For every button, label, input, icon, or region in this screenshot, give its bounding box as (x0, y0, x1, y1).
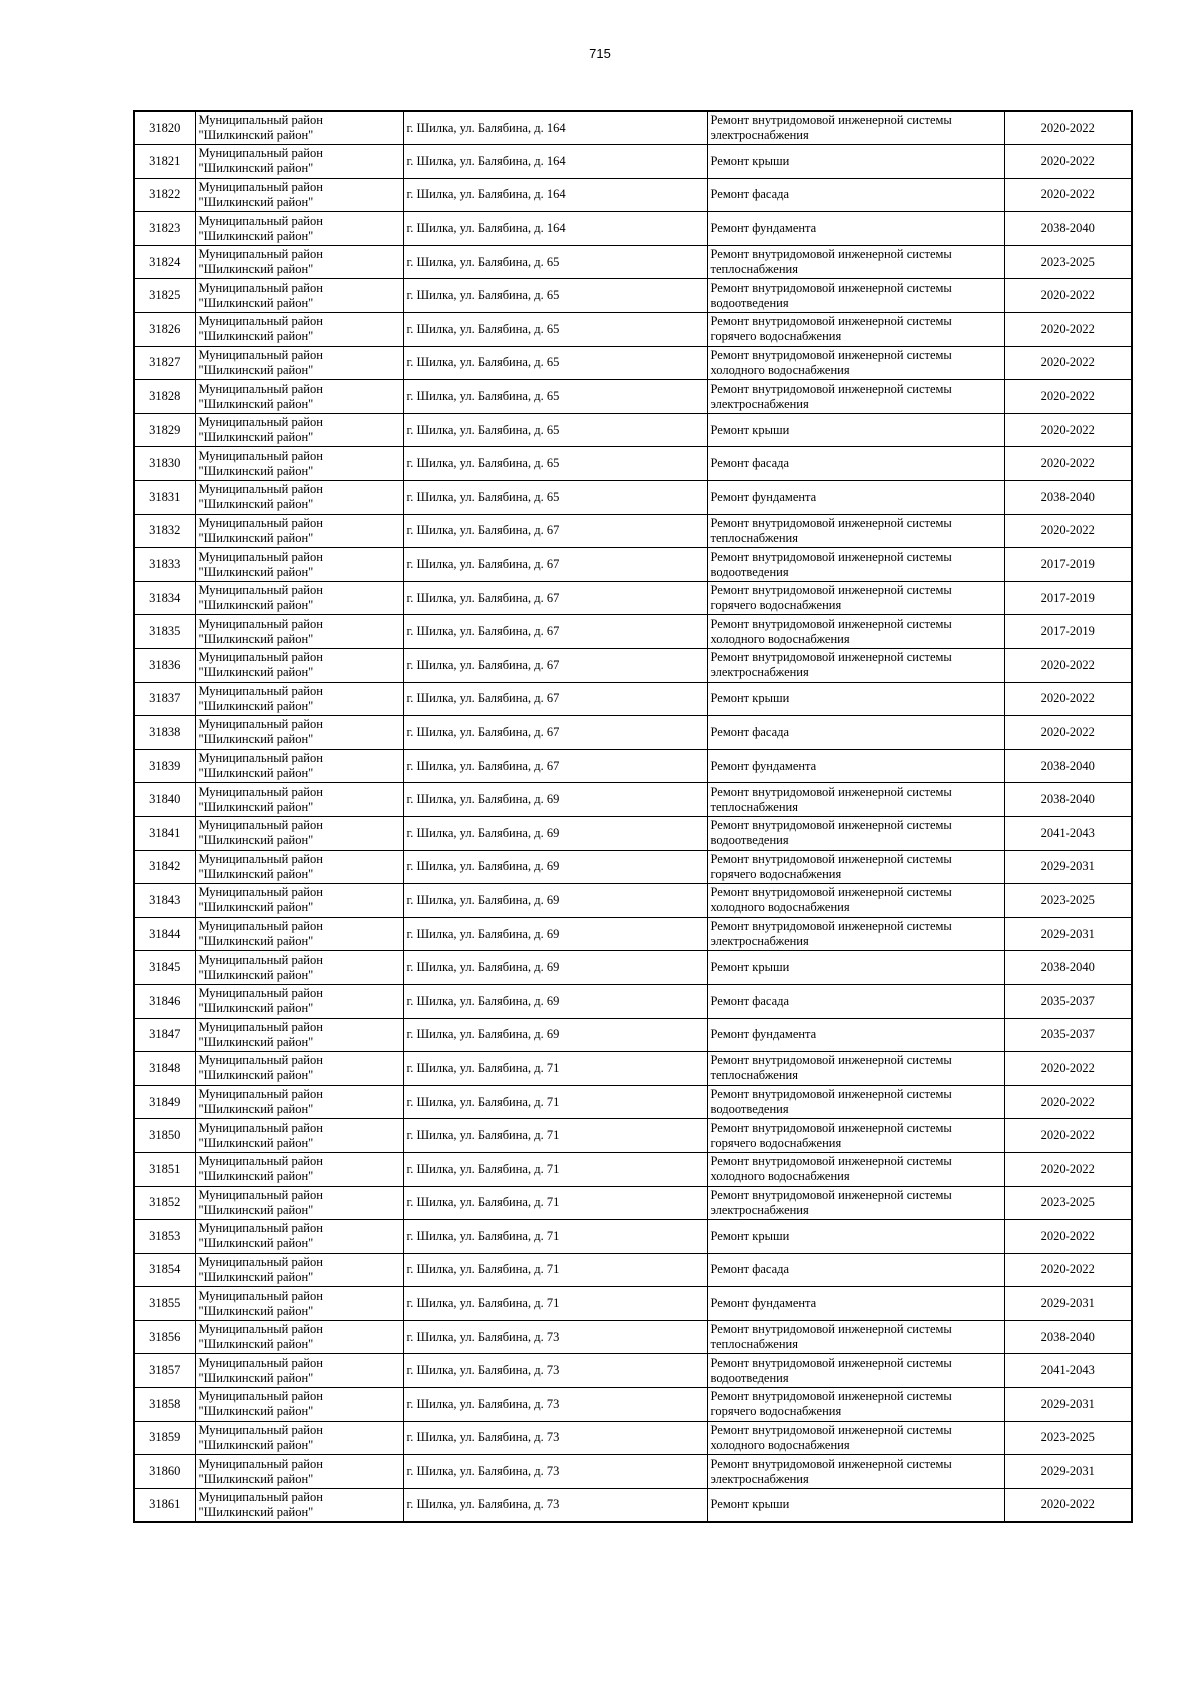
work-type-cell: Ремонт фундамента (707, 1018, 1004, 1052)
period-cell: 2020-2022 (1004, 1052, 1132, 1086)
municipality-cell: Муниципальный район "Шилкинский район" (195, 413, 403, 447)
address-cell: г. Шилка, ул. Балябина, д. 73 (403, 1320, 707, 1354)
row-number-cell: 31861 (134, 1488, 195, 1522)
table-row (134, 514, 1132, 548)
table-row (134, 716, 1132, 750)
address-cell: г. Шилка, ул. Балябина, д. 67 (403, 514, 707, 548)
period-cell: 2023-2025 (1004, 1186, 1132, 1220)
address-cell: г. Шилка, ул. Балябина, д. 69 (403, 783, 707, 817)
table-row (134, 1152, 1132, 1186)
table-row (134, 1052, 1132, 1086)
municipality-cell: Муниципальный район "Шилкинский район" (195, 481, 403, 515)
period-cell: 2017-2019 (1004, 615, 1132, 649)
row-number-cell: 31831 (134, 481, 195, 515)
period-cell: 2017-2019 (1004, 548, 1132, 582)
work-type-cell: Ремонт внутридомовой инженерной системы теплоснабжения (707, 783, 1004, 817)
work-type-cell: Ремонт внутридомовой инженерной системы водоотведения (707, 548, 1004, 582)
row-number-cell: 31853 (134, 1220, 195, 1254)
row-number-cell: 31847 (134, 1018, 195, 1052)
work-type-cell: Ремонт внутридомовой инженерной системы горячего водоснабжения (707, 850, 1004, 884)
work-type-cell: Ремонт внутридомовой инженерной системы электроснабжения (707, 917, 1004, 951)
row-number-cell: 31844 (134, 917, 195, 951)
table-row (134, 548, 1132, 582)
table-row (134, 749, 1132, 783)
period-cell: 2020-2022 (1004, 1220, 1132, 1254)
row-number-cell: 31834 (134, 581, 195, 615)
work-type-cell: Ремонт внутридомовой инженерной системы водоотведения (707, 1085, 1004, 1119)
row-number-cell: 31836 (134, 649, 195, 683)
period-cell: 2035-2037 (1004, 984, 1132, 1018)
municipality-cell: Муниципальный район "Шилкинский район" (195, 1085, 403, 1119)
work-type-cell: Ремонт фасада (707, 447, 1004, 481)
work-type-cell: Ремонт фундамента (707, 1287, 1004, 1321)
table-row (134, 783, 1132, 817)
work-type-cell: Ремонт внутридомовой инженерной системы теплоснабжения (707, 514, 1004, 548)
period-cell: 2023-2025 (1004, 245, 1132, 279)
municipality-cell: Муниципальный район "Шилкинский район" (195, 111, 403, 145)
table-row (134, 145, 1132, 179)
table-row (134, 413, 1132, 447)
row-number-cell: 31824 (134, 245, 195, 279)
row-number-cell: 31848 (134, 1052, 195, 1086)
period-cell: 2020-2022 (1004, 447, 1132, 481)
work-type-cell: Ремонт фундамента (707, 749, 1004, 783)
work-type-cell: Ремонт внутридомовой инженерной системы теплоснабжения (707, 1052, 1004, 1086)
work-type-cell: Ремонт крыши (707, 951, 1004, 985)
municipality-cell: Муниципальный район "Шилкинский район" (195, 1388, 403, 1422)
work-type-cell: Ремонт внутридомовой инженерной системы холодного водоснабжения (707, 1152, 1004, 1186)
table-row (134, 279, 1132, 313)
municipality-cell: Муниципальный район "Шилкинский район" (195, 1119, 403, 1153)
registry-table (133, 110, 1133, 1523)
address-cell: г. Шилка, ул. Балябина, д. 65 (403, 380, 707, 414)
work-type-cell: Ремонт фундамента (707, 212, 1004, 246)
row-number-cell: 31842 (134, 850, 195, 884)
table-row (134, 212, 1132, 246)
address-cell: г. Шилка, ул. Балябина, д. 69 (403, 917, 707, 951)
table-row (134, 682, 1132, 716)
municipality-cell: Муниципальный район "Шилкинский район" (195, 1018, 403, 1052)
municipality-cell: Муниципальный район "Шилкинский район" (195, 548, 403, 582)
row-number-cell: 31822 (134, 178, 195, 212)
municipality-cell: Муниципальный район "Шилкинский район" (195, 1354, 403, 1388)
work-type-cell: Ремонт внутридомовой инженерной системы водоотведения (707, 816, 1004, 850)
municipality-cell: Муниципальный район "Шилкинский район" (195, 1320, 403, 1354)
municipality-cell: Муниципальный район "Шилкинский район" (195, 447, 403, 481)
table-row (134, 649, 1132, 683)
work-type-cell: Ремонт внутридомовой инженерной системы горячего водоснабжения (707, 1119, 1004, 1153)
work-type-cell: Ремонт фасада (707, 716, 1004, 750)
table-row (134, 917, 1132, 951)
period-cell: 2029-2031 (1004, 917, 1132, 951)
work-type-cell: Ремонт внутридомовой инженерной системы холодного водоснабжения (707, 884, 1004, 918)
table-row (134, 346, 1132, 380)
row-number-cell: 31825 (134, 279, 195, 313)
municipality-cell: Муниципальный район "Шилкинский район" (195, 749, 403, 783)
row-number-cell: 31826 (134, 313, 195, 347)
municipality-cell: Муниципальный район "Шилкинский район" (195, 1152, 403, 1186)
work-type-cell: Ремонт внутридомовой инженерной системы горячего водоснабжения (707, 1388, 1004, 1422)
work-type-cell: Ремонт фасада (707, 1253, 1004, 1287)
row-number-cell: 31850 (134, 1119, 195, 1153)
table-row (134, 111, 1132, 145)
table-row (134, 1354, 1132, 1388)
address-cell: г. Шилка, ул. Балябина, д. 71 (403, 1287, 707, 1321)
work-type-cell: Ремонт внутридомовой инженерной системы электроснабжения (707, 1455, 1004, 1489)
address-cell: г. Шилка, ул. Балябина, д. 67 (403, 682, 707, 716)
table-row (134, 1455, 1132, 1489)
address-cell: г. Шилка, ул. Балябина, д. 71 (403, 1119, 707, 1153)
municipality-cell: Муниципальный район "Шилкинский район" (195, 245, 403, 279)
address-cell: г. Шилка, ул. Балябина, д. 69 (403, 1018, 707, 1052)
work-type-cell: Ремонт фундамента (707, 481, 1004, 515)
table-row (134, 1119, 1132, 1153)
row-number-cell: 31849 (134, 1085, 195, 1119)
municipality-cell: Муниципальный район "Шилкинский район" (195, 884, 403, 918)
row-number-cell: 31828 (134, 380, 195, 414)
municipality-cell: Муниципальный район "Шилкинский район" (195, 212, 403, 246)
table-row (134, 951, 1132, 985)
period-cell: 2020-2022 (1004, 145, 1132, 179)
table-row (134, 1085, 1132, 1119)
work-type-cell: Ремонт внутридомовой инженерной системы электроснабжения (707, 380, 1004, 414)
row-number-cell: 31854 (134, 1253, 195, 1287)
table-row (134, 178, 1132, 212)
municipality-cell: Муниципальный район "Шилкинский район" (195, 951, 403, 985)
table-row (134, 615, 1132, 649)
row-number-cell: 31840 (134, 783, 195, 817)
row-number-cell: 31821 (134, 145, 195, 179)
row-number-cell: 31860 (134, 1455, 195, 1489)
table-row (134, 884, 1132, 918)
address-cell: г. Шилка, ул. Балябина, д. 67 (403, 581, 707, 615)
period-cell: 2020-2022 (1004, 649, 1132, 683)
table-row (134, 447, 1132, 481)
table-row (134, 1287, 1132, 1321)
municipality-cell: Муниципальный район "Шилкинский район" (195, 783, 403, 817)
table-row (134, 816, 1132, 850)
municipality-cell: Муниципальный район "Шилкинский район" (195, 850, 403, 884)
work-type-cell: Ремонт внутридомовой инженерной системы горячего водоснабжения (707, 581, 1004, 615)
work-type-cell: Ремонт внутридомовой инженерной системы горячего водоснабжения (707, 313, 1004, 347)
period-cell: 2029-2031 (1004, 1388, 1132, 1422)
municipality-cell: Муниципальный район "Шилкинский район" (195, 1287, 403, 1321)
work-type-cell: Ремонт внутридомовой инженерной системы теплоснабжения (707, 245, 1004, 279)
table-row (134, 1388, 1132, 1422)
period-cell: 2023-2025 (1004, 1421, 1132, 1455)
period-cell: 2020-2022 (1004, 514, 1132, 548)
work-type-cell: Ремонт внутридомовой инженерной системы электроснабжения (707, 1186, 1004, 1220)
row-number-cell: 31841 (134, 816, 195, 850)
address-cell: г. Шилка, ул. Балябина, д. 67 (403, 649, 707, 683)
table-row (134, 1421, 1132, 1455)
municipality-cell: Муниципальный район "Шилкинский район" (195, 816, 403, 850)
table-row (134, 984, 1132, 1018)
work-type-cell: Ремонт внутридомовой инженерной системы холодного водоснабжения (707, 346, 1004, 380)
row-number-cell: 31838 (134, 716, 195, 750)
address-cell: г. Шилка, ул. Балябина, д. 164 (403, 145, 707, 179)
address-cell: г. Шилка, ул. Балябина, д. 67 (403, 749, 707, 783)
municipality-cell: Муниципальный район "Шилкинский район" (195, 279, 403, 313)
work-type-cell: Ремонт крыши (707, 1488, 1004, 1522)
period-cell: 2020-2022 (1004, 1488, 1132, 1522)
row-number-cell: 31852 (134, 1186, 195, 1220)
municipality-cell: Муниципальный район "Шилкинский район" (195, 178, 403, 212)
row-number-cell: 31855 (134, 1287, 195, 1321)
row-number-cell: 31835 (134, 615, 195, 649)
address-cell: г. Шилка, ул. Балябина, д. 65 (403, 313, 707, 347)
work-type-cell: Ремонт внутридомовой инженерной системы холодного водоснабжения (707, 1421, 1004, 1455)
registry-body (134, 111, 1132, 1522)
table-row (134, 1253, 1132, 1287)
municipality-cell: Муниципальный район "Шилкинский район" (195, 682, 403, 716)
address-cell: г. Шилка, ул. Балябина, д. 71 (403, 1152, 707, 1186)
row-number-cell: 31846 (134, 984, 195, 1018)
address-cell: г. Шилка, ул. Балябина, д. 164 (403, 111, 707, 145)
work-type-cell: Ремонт крыши (707, 682, 1004, 716)
municipality-cell: Муниципальный район "Шилкинский район" (195, 313, 403, 347)
table-row (134, 1186, 1132, 1220)
address-cell: г. Шилка, ул. Балябина, д. 73 (403, 1421, 707, 1455)
row-number-cell: 31858 (134, 1388, 195, 1422)
period-cell: 2020-2022 (1004, 346, 1132, 380)
period-cell: 2020-2022 (1004, 1253, 1132, 1287)
address-cell: г. Шилка, ул. Балябина, д. 67 (403, 615, 707, 649)
address-cell: г. Шилка, ул. Балябина, д. 164 (403, 178, 707, 212)
row-number-cell: 31833 (134, 548, 195, 582)
municipality-cell: Муниципальный район "Шилкинский район" (195, 984, 403, 1018)
address-cell: г. Шилка, ул. Балябина, д. 71 (403, 1186, 707, 1220)
table-row (134, 481, 1132, 515)
address-cell: г. Шилка, ул. Балябина, д. 73 (403, 1388, 707, 1422)
table-row (134, 313, 1132, 347)
address-cell: г. Шилка, ул. Балябина, д. 69 (403, 816, 707, 850)
municipality-cell: Муниципальный район "Шилкинский район" (195, 145, 403, 179)
row-number-cell: 31837 (134, 682, 195, 716)
municipality-cell: Муниципальный район "Шилкинский район" (195, 1488, 403, 1522)
address-cell: г. Шилка, ул. Балябина, д. 73 (403, 1455, 707, 1489)
address-cell: г. Шилка, ул. Балябина, д. 71 (403, 1085, 707, 1119)
period-cell: 2041-2043 (1004, 816, 1132, 850)
municipality-cell: Муниципальный район "Шилкинский район" (195, 716, 403, 750)
municipality-cell: Муниципальный район "Шилкинский район" (195, 1052, 403, 1086)
period-cell: 2020-2022 (1004, 380, 1132, 414)
period-cell: 2038-2040 (1004, 1320, 1132, 1354)
period-cell: 2020-2022 (1004, 1085, 1132, 1119)
table-row (134, 1320, 1132, 1354)
address-cell: г. Шилка, ул. Балябина, д. 73 (403, 1354, 707, 1388)
period-cell: 2020-2022 (1004, 413, 1132, 447)
period-cell: 2020-2022 (1004, 682, 1132, 716)
address-cell: г. Шилка, ул. Балябина, д. 71 (403, 1253, 707, 1287)
work-type-cell: Ремонт крыши (707, 145, 1004, 179)
period-cell: 2029-2031 (1004, 1455, 1132, 1489)
address-cell: г. Шилка, ул. Балябина, д. 65 (403, 245, 707, 279)
work-type-cell: Ремонт внутридомовой инженерной системы холодного водоснабжения (707, 615, 1004, 649)
municipality-cell: Муниципальный район "Шилкинский район" (195, 615, 403, 649)
period-cell: 2029-2031 (1004, 1287, 1132, 1321)
work-type-cell: Ремонт фасада (707, 178, 1004, 212)
row-number-cell: 31830 (134, 447, 195, 481)
municipality-cell: Муниципальный район "Шилкинский район" (195, 346, 403, 380)
period-cell: 2035-2037 (1004, 1018, 1132, 1052)
page-number: 715 (589, 46, 611, 61)
municipality-cell: Муниципальный район "Шилкинский район" (195, 1253, 403, 1287)
address-cell: г. Шилка, ул. Балябина, д. 71 (403, 1052, 707, 1086)
period-cell: 2038-2040 (1004, 783, 1132, 817)
row-number-cell: 31851 (134, 1152, 195, 1186)
municipality-cell: Муниципальный район "Шилкинский район" (195, 1186, 403, 1220)
period-cell: 2020-2022 (1004, 313, 1132, 347)
row-number-cell: 31827 (134, 346, 195, 380)
municipality-cell: Муниципальный район "Шилкинский район" (195, 1455, 403, 1489)
work-type-cell: Ремонт крыши (707, 1220, 1004, 1254)
table-row (134, 1488, 1132, 1522)
address-cell: г. Шилка, ул. Балябина, д. 69 (403, 884, 707, 918)
period-cell: 2029-2031 (1004, 850, 1132, 884)
row-number-cell: 31839 (134, 749, 195, 783)
address-cell: г. Шилка, ул. Балябина, д. 71 (403, 1220, 707, 1254)
address-cell: г. Шилка, ул. Балябина, д. 67 (403, 716, 707, 750)
period-cell: 2020-2022 (1004, 716, 1132, 750)
work-type-cell: Ремонт крыши (707, 413, 1004, 447)
work-type-cell: Ремонт фасада (707, 984, 1004, 1018)
period-cell: 2023-2025 (1004, 884, 1132, 918)
period-cell: 2020-2022 (1004, 111, 1132, 145)
work-type-cell: Ремонт внутридомовой инженерной системы водоотведения (707, 1354, 1004, 1388)
table-row (134, 850, 1132, 884)
period-cell: 2017-2019 (1004, 581, 1132, 615)
row-number-cell: 31859 (134, 1421, 195, 1455)
period-cell: 2041-2043 (1004, 1354, 1132, 1388)
address-cell: г. Шилка, ул. Балябина, д. 65 (403, 346, 707, 380)
period-cell: 2038-2040 (1004, 481, 1132, 515)
address-cell: г. Шилка, ул. Балябина, д. 164 (403, 212, 707, 246)
row-number-cell: 31845 (134, 951, 195, 985)
work-type-cell: Ремонт внутридомовой инженерной системы теплоснабжения (707, 1320, 1004, 1354)
municipality-cell: Муниципальный район "Шилкинский район" (195, 1220, 403, 1254)
period-cell: 2020-2022 (1004, 178, 1132, 212)
municipality-cell: Муниципальный район "Шилкинский район" (195, 917, 403, 951)
row-number-cell: 31820 (134, 111, 195, 145)
municipality-cell: Муниципальный район "Шилкинский район" (195, 649, 403, 683)
address-cell: г. Шилка, ул. Балябина, д. 65 (403, 447, 707, 481)
period-cell: 2020-2022 (1004, 279, 1132, 313)
period-cell: 2020-2022 (1004, 1119, 1132, 1153)
row-number-cell: 31857 (134, 1354, 195, 1388)
address-cell: г. Шилка, ул. Балябина, д. 65 (403, 413, 707, 447)
table-row (134, 1018, 1132, 1052)
work-type-cell: Ремонт внутридомовой инженерной системы электроснабжения (707, 649, 1004, 683)
municipality-cell: Муниципальный район "Шилкинский район" (195, 581, 403, 615)
table-row (134, 380, 1132, 414)
address-cell: г. Шилка, ул. Балябина, д. 69 (403, 984, 707, 1018)
municipality-cell: Муниципальный район "Шилкинский район" (195, 514, 403, 548)
municipality-cell: Муниципальный район "Шилкинский район" (195, 1421, 403, 1455)
address-cell: г. Шилка, ул. Балябина, д. 69 (403, 850, 707, 884)
address-cell: г. Шилка, ул. Балябина, д. 65 (403, 279, 707, 313)
work-type-cell: Ремонт внутридомовой инженерной системы электроснабжения (707, 111, 1004, 145)
address-cell: г. Шилка, ул. Балябина, д. 65 (403, 481, 707, 515)
table-row (134, 245, 1132, 279)
municipality-cell: Муниципальный район "Шилкинский район" (195, 380, 403, 414)
row-number-cell: 31823 (134, 212, 195, 246)
period-cell: 2020-2022 (1004, 1152, 1132, 1186)
period-cell: 2038-2040 (1004, 951, 1132, 985)
address-cell: г. Шилка, ул. Балябина, д. 67 (403, 548, 707, 582)
period-cell: 2038-2040 (1004, 212, 1132, 246)
work-type-cell: Ремонт внутридомовой инженерной системы водоотведения (707, 279, 1004, 313)
row-number-cell: 31856 (134, 1320, 195, 1354)
row-number-cell: 31843 (134, 884, 195, 918)
table-row (134, 1220, 1132, 1254)
row-number-cell: 31829 (134, 413, 195, 447)
address-cell: г. Шилка, ул. Балябина, д. 69 (403, 951, 707, 985)
row-number-cell: 31832 (134, 514, 195, 548)
address-cell: г. Шилка, ул. Балябина, д. 73 (403, 1488, 707, 1522)
table-row (134, 581, 1132, 615)
period-cell: 2038-2040 (1004, 749, 1132, 783)
